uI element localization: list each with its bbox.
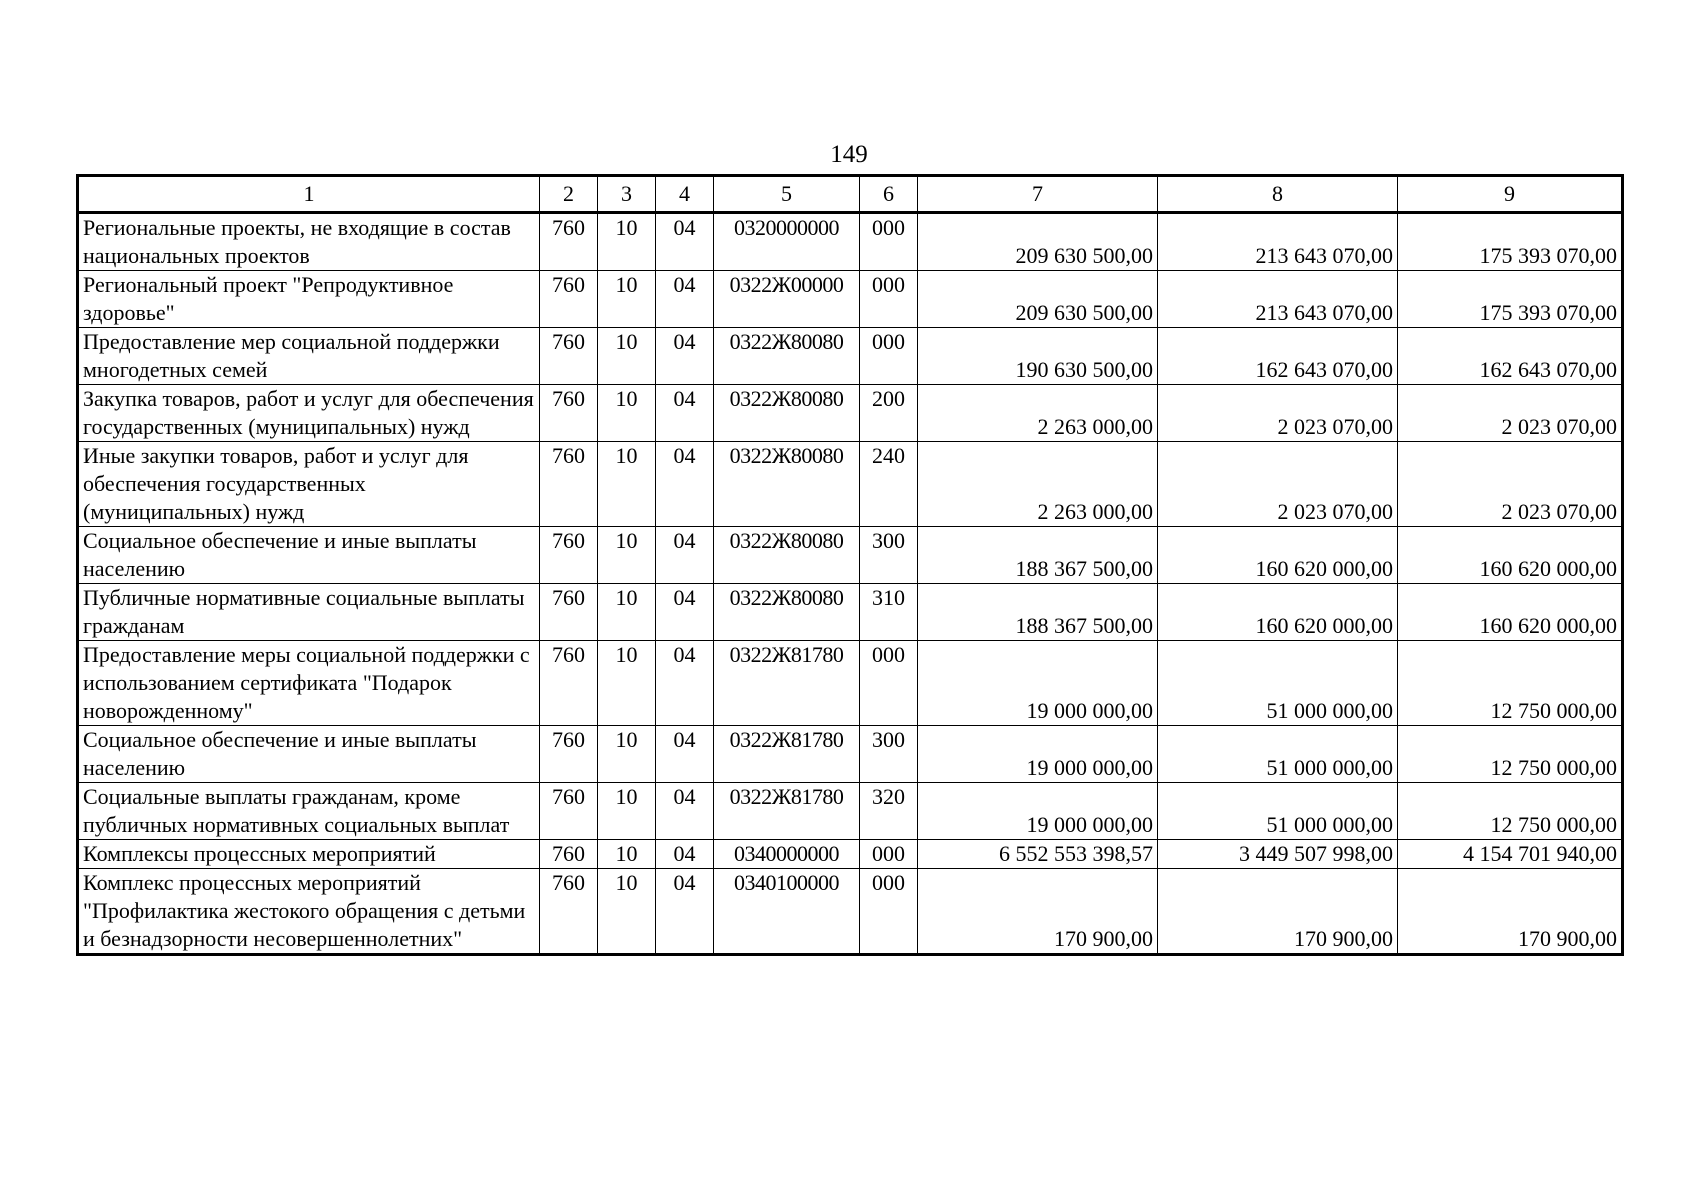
amount-col9-cell: 162 643 070,00: [1398, 328, 1623, 385]
target-article-cell: 0322Ж81780: [714, 641, 860, 726]
expense-type-cell: 000: [860, 213, 918, 271]
admin-code-cell: 760: [540, 527, 598, 584]
target-article-cell: 0322Ж81780: [714, 783, 860, 840]
column-header: 3: [598, 176, 656, 213]
amount-col9-cell: 170 900,00: [1398, 869, 1623, 955]
target-article-cell: 0322Ж80080: [714, 385, 860, 442]
subsection-code-cell: 04: [656, 840, 714, 869]
amount-col8-cell: 170 900,00: [1158, 869, 1398, 955]
amount-col7-cell: 188 367 500,00: [918, 527, 1158, 584]
table-row: [78, 783, 1623, 840]
table-row: [78, 584, 1623, 641]
amount-col7-cell: 188 367 500,00: [918, 584, 1158, 641]
table-row: [78, 641, 1623, 726]
amount-col9-cell: 160 620 000,00: [1398, 584, 1623, 641]
target-article-cell: 0320000000: [714, 213, 860, 271]
amount-col8-cell: 51 000 000,00: [1158, 641, 1398, 726]
amount-col9-cell: 2 023 070,00: [1398, 442, 1623, 527]
amount-col9-cell: 4 154 701 940,00: [1398, 840, 1623, 869]
table-row: [78, 213, 1623, 271]
amount-col8-cell: 51 000 000,00: [1158, 783, 1398, 840]
amount-col9-cell: 12 750 000,00: [1398, 726, 1623, 783]
column-header: 4: [656, 176, 714, 213]
amount-col8-cell: 51 000 000,00: [1158, 726, 1398, 783]
admin-code-cell: 760: [540, 840, 598, 869]
admin-code-cell: 760: [540, 641, 598, 726]
amount-col8-cell: 213 643 070,00: [1158, 271, 1398, 328]
subsection-code-cell: 04: [656, 726, 714, 783]
section-code-cell: 10: [598, 527, 656, 584]
column-header: 9: [1398, 176, 1623, 213]
expense-type-cell: 000: [860, 840, 918, 869]
table-row: [78, 840, 1623, 869]
section-code-cell: 10: [598, 442, 656, 527]
amount-col8-cell: 3 449 507 998,00: [1158, 840, 1398, 869]
row-name-cell: Социальное обеспечение и иные выплаты населению: [78, 527, 540, 584]
column-header: 7: [918, 176, 1158, 213]
amount-col7-cell: 19 000 000,00: [918, 641, 1158, 726]
row-name-cell: Региональный проект "Репродуктивное здоровье": [78, 271, 540, 328]
amount-col7-cell: 19 000 000,00: [918, 726, 1158, 783]
amount-col9-cell: 12 750 000,00: [1398, 783, 1623, 840]
amount-col8-cell: 160 620 000,00: [1158, 584, 1398, 641]
subsection-code-cell: 04: [656, 385, 714, 442]
table-row: [78, 527, 1623, 584]
amount-col8-cell: 162 643 070,00: [1158, 328, 1398, 385]
subsection-code-cell: 04: [656, 271, 714, 328]
target-article-cell: 0340000000: [714, 840, 860, 869]
amount-col9-cell: 2 023 070,00: [1398, 385, 1623, 442]
header-row: [78, 176, 1623, 213]
expense-type-cell: 240: [860, 442, 918, 527]
table-row: [78, 869, 1623, 955]
table-row: [78, 271, 1623, 328]
subsection-code-cell: 04: [656, 641, 714, 726]
row-name-cell: Комплексы процессных мероприятий: [78, 840, 540, 869]
amount-col7-cell: 19 000 000,00: [918, 783, 1158, 840]
section-code-cell: 10: [598, 726, 656, 783]
section-code-cell: 10: [598, 385, 656, 442]
column-header: 6: [860, 176, 918, 213]
target-article-cell: 0322Ж80080: [714, 527, 860, 584]
subsection-code-cell: 04: [656, 328, 714, 385]
row-name-cell: Закупка товаров, работ и услуг для обеспечения государственных (муниципальных) нужд: [78, 385, 540, 442]
admin-code-cell: 760: [540, 783, 598, 840]
column-header: 1: [78, 176, 540, 213]
amount-col8-cell: 2 023 070,00: [1158, 442, 1398, 527]
amount-col9-cell: 175 393 070,00: [1398, 213, 1623, 271]
column-header: 8: [1158, 176, 1398, 213]
section-code-cell: 10: [598, 271, 656, 328]
expense-type-cell: 300: [860, 527, 918, 584]
amount-col8-cell: 213 643 070,00: [1158, 213, 1398, 271]
amount-col7-cell: 190 630 500,00: [918, 328, 1158, 385]
column-header: 2: [540, 176, 598, 213]
row-name-cell: Комплекс процессных мероприятий "Профилактика жестокого обращения с детьми и безнадзорности несовершеннолетних": [78, 869, 540, 955]
amount-col9-cell: 12 750 000,00: [1398, 641, 1623, 726]
table-row: [78, 726, 1623, 783]
row-name-cell: Иные закупки товаров, работ и услуг для обеспечения государственных (муниципальных) нужд: [78, 442, 540, 527]
expense-type-cell: 000: [860, 869, 918, 955]
admin-code-cell: 760: [540, 726, 598, 783]
amount-col7-cell: 6 552 553 398,57: [918, 840, 1158, 869]
expense-type-cell: 300: [860, 726, 918, 783]
admin-code-cell: 760: [540, 271, 598, 328]
row-name-cell: Предоставление меры социальной поддержки с использованием сертификата "Подарок новорожденному": [78, 641, 540, 726]
table-row: [78, 442, 1623, 527]
admin-code-cell: 760: [540, 385, 598, 442]
table-body: [78, 176, 1623, 955]
subsection-code-cell: 04: [656, 442, 714, 527]
admin-code-cell: 760: [540, 328, 598, 385]
target-article-cell: 0340100000: [714, 869, 860, 955]
section-code-cell: 10: [598, 641, 656, 726]
amount-col7-cell: 170 900,00: [918, 869, 1158, 955]
subsection-code-cell: 04: [656, 783, 714, 840]
budget-table: [76, 174, 1624, 956]
row-name-cell: Предоставление мер социальной поддержки многодетных семей: [78, 328, 540, 385]
row-name-cell: Региональные проекты, не входящие в состав национальных проектов: [78, 213, 540, 271]
subsection-code-cell: 04: [656, 213, 714, 271]
section-code-cell: 10: [598, 328, 656, 385]
section-code-cell: 10: [598, 584, 656, 641]
amount-col8-cell: 2 023 070,00: [1158, 385, 1398, 442]
subsection-code-cell: 04: [656, 584, 714, 641]
target-article-cell: 0322Ж00000: [714, 271, 860, 328]
amount-col7-cell: 209 630 500,00: [918, 213, 1158, 271]
column-header: 5: [714, 176, 860, 213]
amount-col8-cell: 160 620 000,00: [1158, 527, 1398, 584]
target-article-cell: 0322Ж80080: [714, 584, 860, 641]
amount-col7-cell: 2 263 000,00: [918, 442, 1158, 527]
expense-type-cell: 000: [860, 641, 918, 726]
section-code-cell: 10: [598, 783, 656, 840]
target-article-cell: 0322Ж80080: [714, 328, 860, 385]
row-name-cell: Публичные нормативные социальные выплаты гражданам: [78, 584, 540, 641]
subsection-code-cell: 04: [656, 527, 714, 584]
amount-col9-cell: 160 620 000,00: [1398, 527, 1623, 584]
section-code-cell: 10: [598, 869, 656, 955]
subsection-code-cell: 04: [656, 869, 714, 955]
section-code-cell: 10: [598, 213, 656, 271]
amount-col7-cell: 209 630 500,00: [918, 271, 1158, 328]
page-number: 149: [830, 141, 868, 168]
admin-code-cell: 760: [540, 442, 598, 527]
admin-code-cell: 760: [540, 584, 598, 641]
row-name-cell: Социальное обеспечение и иные выплаты населению: [78, 726, 540, 783]
target-article-cell: 0322Ж80080: [714, 442, 860, 527]
expense-type-cell: 000: [860, 271, 918, 328]
row-name-cell: Социальные выплаты гражданам, кроме публичных нормативных социальных выплат: [78, 783, 540, 840]
expense-type-cell: 310: [860, 584, 918, 641]
table-row: [78, 328, 1623, 385]
table-row: [78, 385, 1623, 442]
expense-type-cell: 200: [860, 385, 918, 442]
amount-col7-cell: 2 263 000,00: [918, 385, 1158, 442]
section-code-cell: 10: [598, 840, 656, 869]
target-article-cell: 0322Ж81780: [714, 726, 860, 783]
admin-code-cell: 760: [540, 213, 598, 271]
admin-code-cell: 760: [540, 869, 598, 955]
amount-col9-cell: 175 393 070,00: [1398, 271, 1623, 328]
expense-type-cell: 000: [860, 328, 918, 385]
expense-type-cell: 320: [860, 783, 918, 840]
